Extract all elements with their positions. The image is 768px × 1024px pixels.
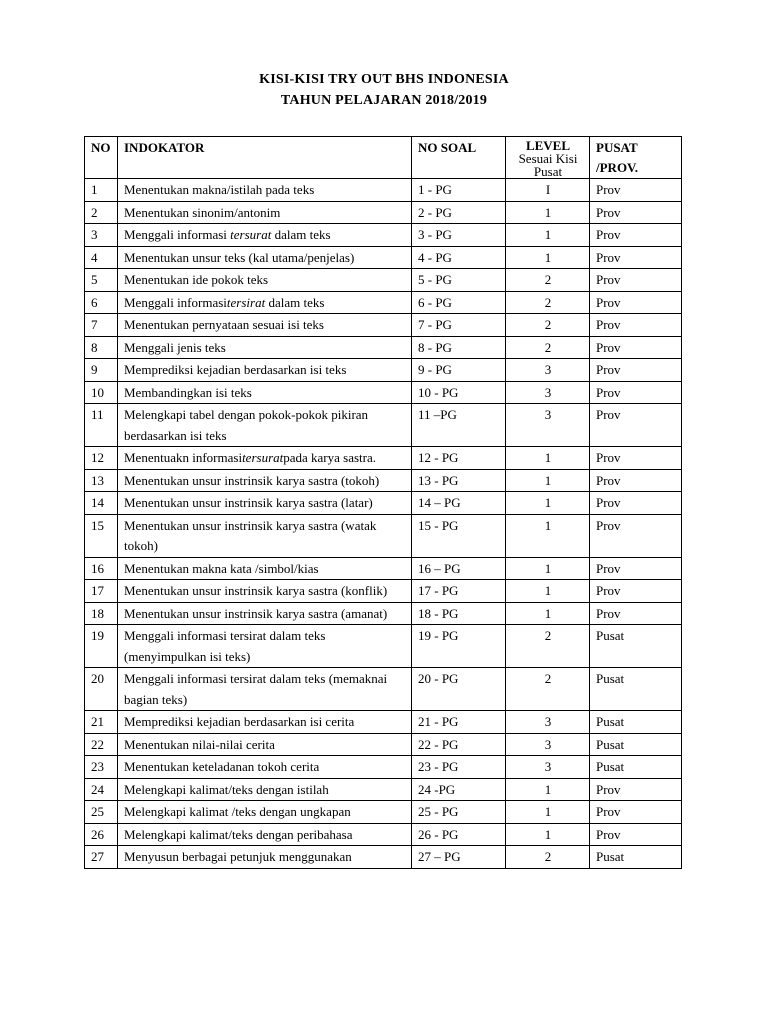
cell-level: 1 — [506, 514, 590, 557]
cell-level: 3 — [506, 404, 590, 447]
table-row — [85, 514, 682, 557]
cell-pusat-prov: Prov — [590, 359, 682, 382]
cell-pusat-prov: Prov — [590, 514, 682, 557]
cell-pusat-prov: Prov — [590, 224, 682, 247]
cell-indikator: Menentukan pernyataan sesuai isi teks — [118, 314, 412, 337]
cell-indikator: Menentukan makna/istilah pada teks — [118, 179, 412, 202]
table-row — [85, 291, 682, 314]
cell-no: 5 — [85, 269, 118, 292]
cell-level: 1 — [506, 602, 590, 625]
cell-level: 1 — [506, 778, 590, 801]
cell-no: 6 — [85, 291, 118, 314]
cell-no-soal: 8 - PG — [412, 336, 506, 359]
cell-no: 1 — [85, 179, 118, 202]
cell-no: 17 — [85, 580, 118, 603]
cell-pusat-prov: Prov — [590, 201, 682, 224]
cell-pusat-prov: Pusat — [590, 733, 682, 756]
cell-pusat-prov: Prov — [590, 801, 682, 824]
cell-no: 12 — [85, 447, 118, 470]
cell-level: 1 — [506, 447, 590, 470]
header-pusat-prov: PUSAT /PROV. — [590, 137, 682, 179]
cell-no-soal: 23 - PG — [412, 756, 506, 779]
cell-no-soal: 10 - PG — [412, 381, 506, 404]
table-row — [85, 492, 682, 515]
table-row — [85, 602, 682, 625]
cell-no-soal: 16 – PG — [412, 557, 506, 580]
document-subtitle: TAHUN PELAJARAN 2018/2019 — [280, 93, 488, 108]
cell-no: 10 — [85, 381, 118, 404]
cell-no-soal: 7 - PG — [412, 314, 506, 337]
header-level-label: LEVEL — [525, 138, 571, 153]
cell-no: 3 — [85, 224, 118, 247]
cell-no: 15 — [85, 514, 118, 557]
header-level-sub: Sesuai Kisi Pusat — [518, 151, 578, 179]
cell-indikator: Menentukan unsur instrinsik karya sastra (tokoh) — [118, 469, 412, 492]
header-level — [506, 137, 590, 179]
header-indikator: INDOKATOR — [118, 137, 412, 179]
cell-no: 23 — [85, 756, 118, 779]
table-row — [85, 625, 682, 668]
table-row — [85, 778, 682, 801]
cell-pusat-prov: Pusat — [590, 711, 682, 734]
cell-no-soal: 11 –PG — [412, 404, 506, 447]
cell-no-soal: 27 – PG — [412, 846, 506, 869]
cell-no-soal: 4 - PG — [412, 246, 506, 269]
table-row — [85, 201, 682, 224]
cell-no: 20 — [85, 668, 118, 711]
cell-pusat-prov: Pusat — [590, 625, 682, 668]
table-header-row — [85, 137, 682, 179]
cell-indikator: Melengkapi tabel dengan pokok-pokok pikiran berdasarkan isi teks — [118, 404, 412, 447]
table-body — [85, 179, 682, 869]
cell-indikator: Menentukan unsur instrinsik karya sastra (konflik) — [118, 580, 412, 603]
cell-no: 25 — [85, 801, 118, 824]
cell-no-soal: 1 - PG — [412, 179, 506, 202]
table-row — [85, 801, 682, 824]
header-no: NO — [85, 137, 118, 179]
table-row — [85, 557, 682, 580]
cell-indikator: Menentukan unsur instrinsik karya sastra (watak tokoh) — [118, 514, 412, 557]
cell-pusat-prov: Pusat — [590, 756, 682, 779]
cell-pusat-prov: Prov — [590, 447, 682, 470]
cell-level: I — [506, 179, 590, 202]
cell-no-soal: 13 - PG — [412, 469, 506, 492]
cell-no-soal: 26 - PG — [412, 823, 506, 846]
cell-level: 2 — [506, 336, 590, 359]
cell-no: 4 — [85, 246, 118, 269]
cell-pusat-prov: Prov — [590, 381, 682, 404]
cell-no: 18 — [85, 602, 118, 625]
cell-indikator: Menentukan unsur instrinsik karya sastra (latar) — [118, 492, 412, 515]
cell-pusat-prov: Prov — [590, 469, 682, 492]
cell-pusat-prov: Prov — [590, 778, 682, 801]
cell-no-soal: 18 - PG — [412, 602, 506, 625]
cell-indikator: Melengkapi kalimat/teks dengan istilah — [118, 778, 412, 801]
cell-no-soal: 20 - PG — [412, 668, 506, 711]
table-row — [85, 733, 682, 756]
cell-pusat-prov: Prov — [590, 823, 682, 846]
cell-indikator: Menggali jenis teks — [118, 336, 412, 359]
cell-level: 3 — [506, 733, 590, 756]
cell-no-soal: 22 - PG — [412, 733, 506, 756]
cell-level: 1 — [506, 224, 590, 247]
cell-no: 16 — [85, 557, 118, 580]
cell-level: 2 — [506, 314, 590, 337]
table-row — [85, 711, 682, 734]
cell-no-soal: 2 - PG — [412, 201, 506, 224]
cell-no-soal: 3 - PG — [412, 224, 506, 247]
table-row — [85, 381, 682, 404]
cell-pusat-prov: Prov — [590, 246, 682, 269]
cell-no: 22 — [85, 733, 118, 756]
cell-level: 3 — [506, 359, 590, 382]
kisi-kisi-table — [84, 136, 682, 869]
table-row — [85, 580, 682, 603]
table-row — [85, 314, 682, 337]
cell-indikator: Melengkapi kalimat /teks dengan ungkapan — [118, 801, 412, 824]
cell-pusat-prov: Prov — [590, 269, 682, 292]
cell-level: 2 — [506, 846, 590, 869]
table-row — [85, 823, 682, 846]
table-row — [85, 336, 682, 359]
cell-indikator: Menentukan keteladanan tokoh cerita — [118, 756, 412, 779]
cell-level: 2 — [506, 668, 590, 711]
cell-no-soal: 25 - PG — [412, 801, 506, 824]
cell-level: 3 — [506, 711, 590, 734]
cell-pusat-prov: Prov — [590, 492, 682, 515]
cell-indikator: Menggali informasi tersirat dalam teks (memaknai bagian teks) — [118, 668, 412, 711]
cell-no: 2 — [85, 201, 118, 224]
cell-no: 19 — [85, 625, 118, 668]
table-row — [85, 246, 682, 269]
table-row — [85, 269, 682, 292]
cell-indikator: Membandingkan isi teks — [118, 381, 412, 404]
cell-level: 1 — [506, 201, 590, 224]
cell-indikator: Menentukan sinonim/antonim — [118, 201, 412, 224]
table-row — [85, 404, 682, 447]
cell-no-soal: 9 - PG — [412, 359, 506, 382]
cell-indikator: Melengkapi kalimat/teks dengan peribahasa — [118, 823, 412, 846]
cell-no: 8 — [85, 336, 118, 359]
cell-pusat-prov: Prov — [590, 580, 682, 603]
cell-no: 7 — [85, 314, 118, 337]
table-row — [85, 668, 682, 711]
cell-pusat-prov: Prov — [590, 179, 682, 202]
cell-indikator: Memprediksi kejadian berdasarkan isi teks — [118, 359, 412, 382]
cell-no-soal: 17 - PG — [412, 580, 506, 603]
cell-no: 14 — [85, 492, 118, 515]
cell-pusat-prov: Prov — [590, 314, 682, 337]
cell-no-soal: 12 - PG — [412, 447, 506, 470]
cell-level: 3 — [506, 756, 590, 779]
cell-level: 1 — [506, 801, 590, 824]
cell-pusat-prov: Prov — [590, 557, 682, 580]
cell-pusat-prov: Prov — [590, 602, 682, 625]
table-row — [85, 359, 682, 382]
header-no-soal: NO SOAL — [412, 137, 506, 179]
document-title: KISI-KISI TRY OUT BHS INDONESIA — [259, 72, 509, 87]
table-row — [85, 179, 682, 202]
cell-no: 21 — [85, 711, 118, 734]
cell-pusat-prov: Prov — [590, 291, 682, 314]
cell-level: 1 — [506, 246, 590, 269]
cell-level: 1 — [506, 469, 590, 492]
cell-no: 27 — [85, 846, 118, 869]
cell-indikator: Menyusun berbagai petunjuk menggunakan — [118, 846, 412, 869]
cell-no-soal: 24 -PG — [412, 778, 506, 801]
cell-pusat-prov: Prov — [590, 404, 682, 447]
table-row — [85, 469, 682, 492]
cell-no-soal: 19 - PG — [412, 625, 506, 668]
cell-level: 2 — [506, 625, 590, 668]
cell-no: 9 — [85, 359, 118, 382]
cell-level: 1 — [506, 580, 590, 603]
table-row — [85, 756, 682, 779]
cell-indikator: Menentuakn informasitersuratpada karya sastra. — [118, 447, 412, 470]
table-row — [85, 447, 682, 470]
cell-no-soal: 15 - PG — [412, 514, 506, 557]
cell-level: 2 — [506, 291, 590, 314]
cell-indikator: Menentukan unsur teks (kal utama/penjelas) — [118, 246, 412, 269]
cell-indikator: Menentukan ide pokok teks — [118, 269, 412, 292]
cell-pusat-prov: Pusat — [590, 846, 682, 869]
cell-indikator: Memprediksi kejadian berdasarkan isi cerita — [118, 711, 412, 734]
cell-indikator: Menggali informasi tersirat dalam teks (menyimpulkan isi teks) — [118, 625, 412, 668]
cell-indikator: Menggali informasitersirat dalam teks — [118, 291, 412, 314]
table-row — [85, 224, 682, 247]
cell-no: 13 — [85, 469, 118, 492]
cell-level: 1 — [506, 557, 590, 580]
cell-level: 2 — [506, 269, 590, 292]
cell-indikator: Menentukan makna kata /simbol/kias — [118, 557, 412, 580]
cell-level: 3 — [506, 381, 590, 404]
cell-no: 11 — [85, 404, 118, 447]
cell-no: 26 — [85, 823, 118, 846]
cell-no: 24 — [85, 778, 118, 801]
cell-indikator: Menentukan unsur instrinsik karya sastra (amanat) — [118, 602, 412, 625]
table-row — [85, 846, 682, 869]
cell-level: 1 — [506, 492, 590, 515]
cell-no-soal: 21 - PG — [412, 711, 506, 734]
cell-level: 1 — [506, 823, 590, 846]
cell-no-soal: 14 – PG — [412, 492, 506, 515]
cell-indikator: Menentukan nilai-nilai cerita — [118, 733, 412, 756]
cell-no-soal: 5 - PG — [412, 269, 506, 292]
cell-no-soal: 6 - PG — [412, 291, 506, 314]
cell-indikator: Menggali informasi tersurat dalam teks — [118, 224, 412, 247]
cell-pusat-prov: Prov — [590, 336, 682, 359]
cell-pusat-prov: Pusat — [590, 668, 682, 711]
